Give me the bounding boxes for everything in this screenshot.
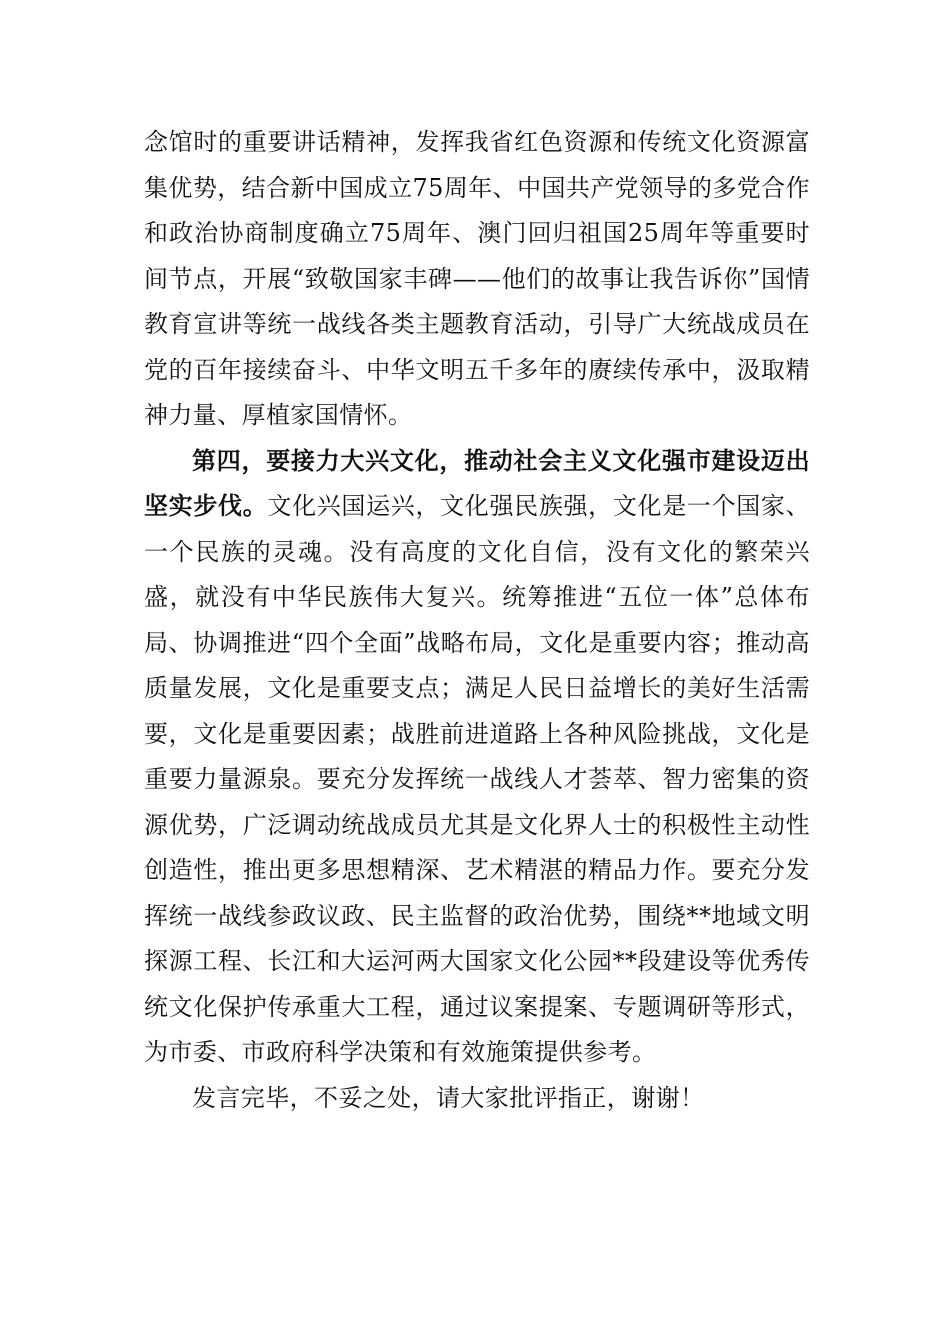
closing-paragraph bbox=[144, 1076, 810, 1122]
paragraph-text: 文化兴国运兴，文化强民族强，文化是一个国家、一个民族的灵魂。没有高度的文化自信，没有文化的繁荣兴盛，就没有中华民族伟大复兴。统筹推进“五位一体”总体布局、协调推进“四个全面”战略布局，文化是重要内容；推动高质量发展，文化是重要支点；满足人民日益增长的美好生活需要，文化是重要因素；战胜前进道路上各种风险挑战，文化是重要力量源泉。要充分发挥统一战线人才荟萃、智力密集的资源优势，广泛调动统战成员尤其是文化界人士的积极性主动性创造性，推出更多思想精深、艺术精湛的精品力作。要充分发挥统一战线参政议政、民主监督的政治优势，围绕**地域文明探源工程、长江和大运河两大国家文化公园**段建设等优秀传统文化保护传承重大工程，通过议案提案、专题调研等形式，为市委、市政府科学决策和有效施策提供参考。 bbox=[144, 492, 810, 1066]
paragraph-heading: 第四，要接力大兴文化，推动社会主义文化强市建设迈出坚实步伐。 bbox=[144, 446, 810, 520]
paragraph-text: 念馆时的重要讲话精神，发挥我省红色资源和传统文化资源富集优势，结合新中国成立75周年、中国共产党领导的多党合作和政治协商制度确立75周年、澳门回归祖国25周年等重要时间节点，开展“致敬国家丰碑——他们的故事让我告诉你”国情教育宣讲等统一战线各类主题教育活动，引导广大统战成员在党的百年接续奋斗、中华文明五千多年的赓续传承中，汲取精神力量、厚植家国情怀。 bbox=[144, 128, 810, 429]
document-body bbox=[144, 120, 810, 1121]
paragraph-2 bbox=[144, 439, 810, 1076]
paragraph-text: 发言完毕，不妥之处，请大家批评指正，谢谢！ bbox=[192, 1083, 705, 1112]
paragraph-1 bbox=[144, 120, 810, 439]
